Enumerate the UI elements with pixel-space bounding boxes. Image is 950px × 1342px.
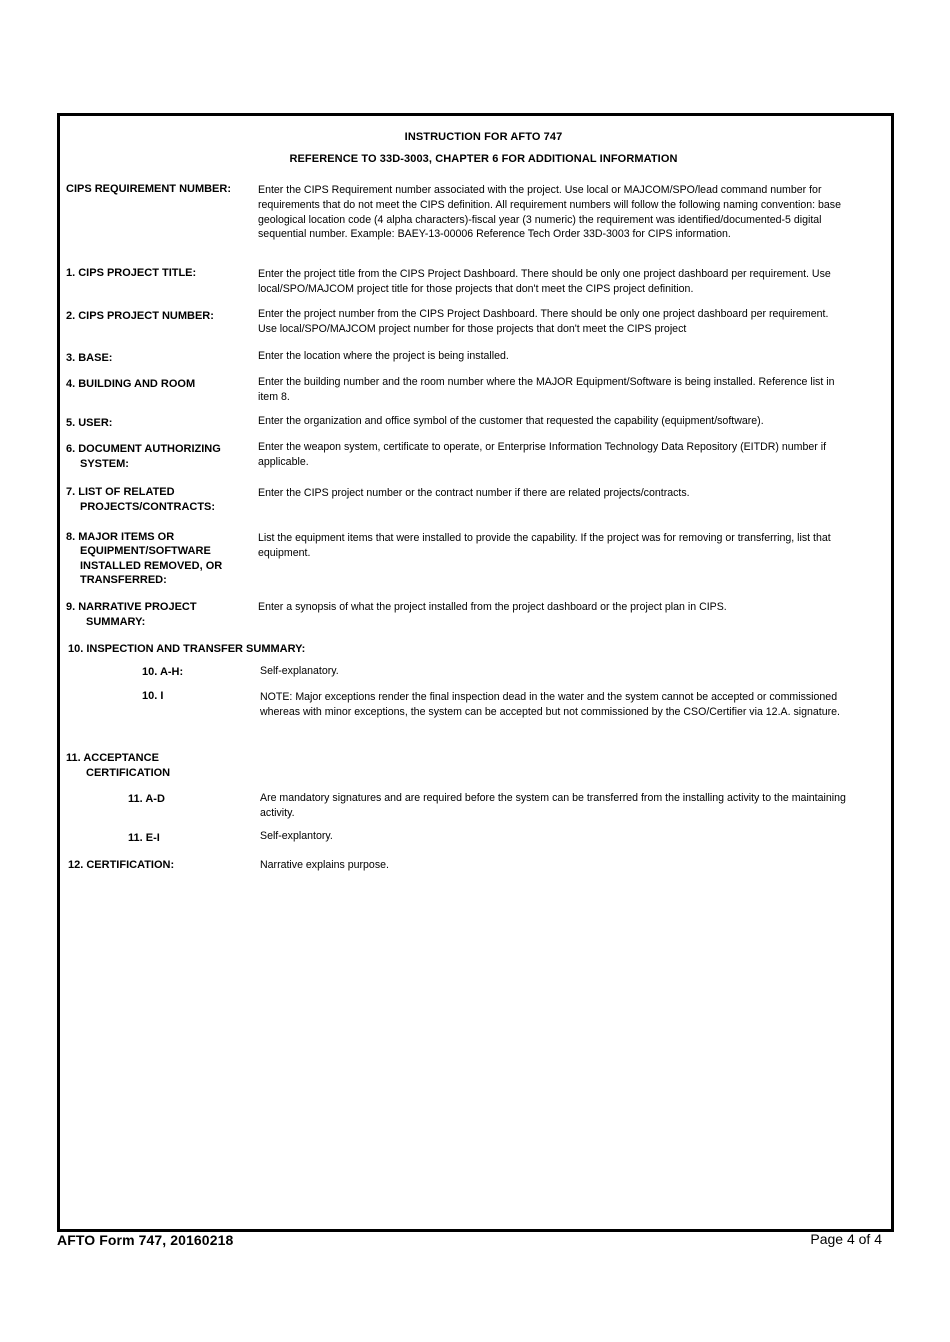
item-6-label — [66, 442, 221, 472]
cips-requirement-number-label: CIPS REQUIREMENT NUMBER: — [66, 183, 232, 195]
item-11-label-line1: 11. ACCEPTANCE — [66, 752, 159, 764]
item-3-text: Enter the location where the project is being installed. — [258, 350, 509, 362]
item-11-label-line2: CERTIFICATION — [86, 767, 171, 779]
item-9-text: Enter a synopsis of what the project installed from the project dashboard or the project plan in CIPS. — [258, 601, 727, 613]
page-number: Page 4 of 4 — [810, 1231, 882, 1247]
item-7-label — [66, 485, 215, 515]
item-8-label-line1: 8. MAJOR ITEMS OR — [66, 531, 175, 543]
item-6-label-line1: 6. DOCUMENT AUTHORIZING — [66, 443, 221, 455]
item-11ad-label: 11. A-D — [128, 793, 165, 805]
item-10i-text: NOTE: Major exceptions render the final inspection dead in the water and the system cannot be accepted or commissioned whereas with minor exceptions, the system can be accepted but not commissioned by the CSO/Certifier via 12.A. signature. — [260, 691, 840, 718]
item-9-label-line2: SUMMARY: — [86, 616, 146, 628]
item-6-text: Enter the weapon system, certificate to operate, or Enterprise Information Technology Data Repository (EITDR) number if applicable. — [258, 441, 827, 468]
item-2-text: Enter the project number from the CIPS Project Dashboard. There should be only one project dashboard per requirement. Use local/SPO/MAJCOM project number for those projects that don't meet the CIPS project — [258, 308, 829, 335]
form-identifier: AFTO Form 747, 20160218 — [57, 1232, 234, 1248]
item-11ad-text: Are mandatory signatures and are required before the system can be transferred from the installing activity to the maintaining activity. — [260, 792, 846, 819]
item-11ei-text: Self-explantory. — [260, 830, 333, 842]
item-4-text: Enter the building number and the room number where the MAJOR Equipment/Software is being installed. Reference list in item 8. — [258, 376, 835, 403]
item-6-label-line2: SYSTEM: — [80, 458, 129, 470]
item-2-label: 2. CIPS PROJECT NUMBER: — [66, 310, 214, 322]
item-10i-label: 10. I — [142, 690, 164, 702]
item-11ei-label: 11. E-I — [128, 832, 160, 844]
item-8-label — [66, 530, 222, 588]
item-9-label — [66, 600, 197, 630]
instruction-frame — [57, 113, 894, 1232]
item-9-label-line1: 9. NARRATIVE PROJECT — [66, 601, 197, 613]
cips-requirement-number-text: Enter the CIPS Requirement number associated with the project. Use local or MAJCOM/SPO/lead command number for requirements that do not meet the CIPS definition. All requirement numbers will follow the following naming convention: base geological location code (4 alpha characters)-fiscal year (3 numeric) the requirement was identified/documented-5 digital sequential number. Example: BAEY-13-00006 Reference Tech Order 33D-3003 for CIPS information. — [258, 184, 841, 241]
item-11-label — [66, 751, 170, 781]
item-10ah-text: Self-explanatory. — [260, 665, 339, 677]
item-4-label: 4. BUILDING AND ROOM — [66, 378, 196, 390]
item-7-label-line1: 7. LIST OF RELATED — [66, 486, 175, 498]
item-7-text: Enter the CIPS project number or the contract number if there are related projects/contracts. — [258, 487, 690, 499]
item-8-text: List the equipment items that were installed to provide the capability. If the project was for removing or transferring, list that equipment. — [258, 532, 831, 559]
item-1-label: 1. CIPS PROJECT TITLE: — [66, 267, 197, 279]
page-subtitle: REFERENCE TO 33D-3003, CHAPTER 6 FOR ADDITIONAL INFORMATION — [289, 153, 678, 165]
page-title: INSTRUCTION FOR AFTO 747 — [404, 131, 563, 143]
item-5-text: Enter the organization and office symbol of the customer that requested the capability (equipment/software). — [258, 415, 764, 427]
item-10ah-label: 10. A-H: — [142, 666, 184, 678]
item-10-label: 10. INSPECTION AND TRANSFER SUMMARY: — [68, 643, 306, 655]
item-1-text: Enter the project title from the CIPS Project Dashboard. There should be only one project dashboard per requirement. Use local/SPO/MAJCOM project title for those projects that don't meet the CIPS project definition. — [258, 268, 831, 295]
item-7-label-line2: PROJECTS/CONTRACTS: — [80, 501, 216, 513]
item-12-text: Narrative explains purpose. — [260, 859, 389, 871]
item-8-label-line2: EQUIPMENT/SOFTWARE — [80, 545, 211, 558]
item-8-label-line4: TRANSFERRED: — [80, 574, 167, 587]
item-8-label-line3: INSTALLED REMOVED, OR — [80, 559, 223, 572]
item-12-label: 12. CERTIFICATION: — [68, 859, 175, 871]
item-5-label: 5. USER: — [66, 417, 113, 429]
item-3-label: 3. BASE: — [66, 352, 113, 364]
